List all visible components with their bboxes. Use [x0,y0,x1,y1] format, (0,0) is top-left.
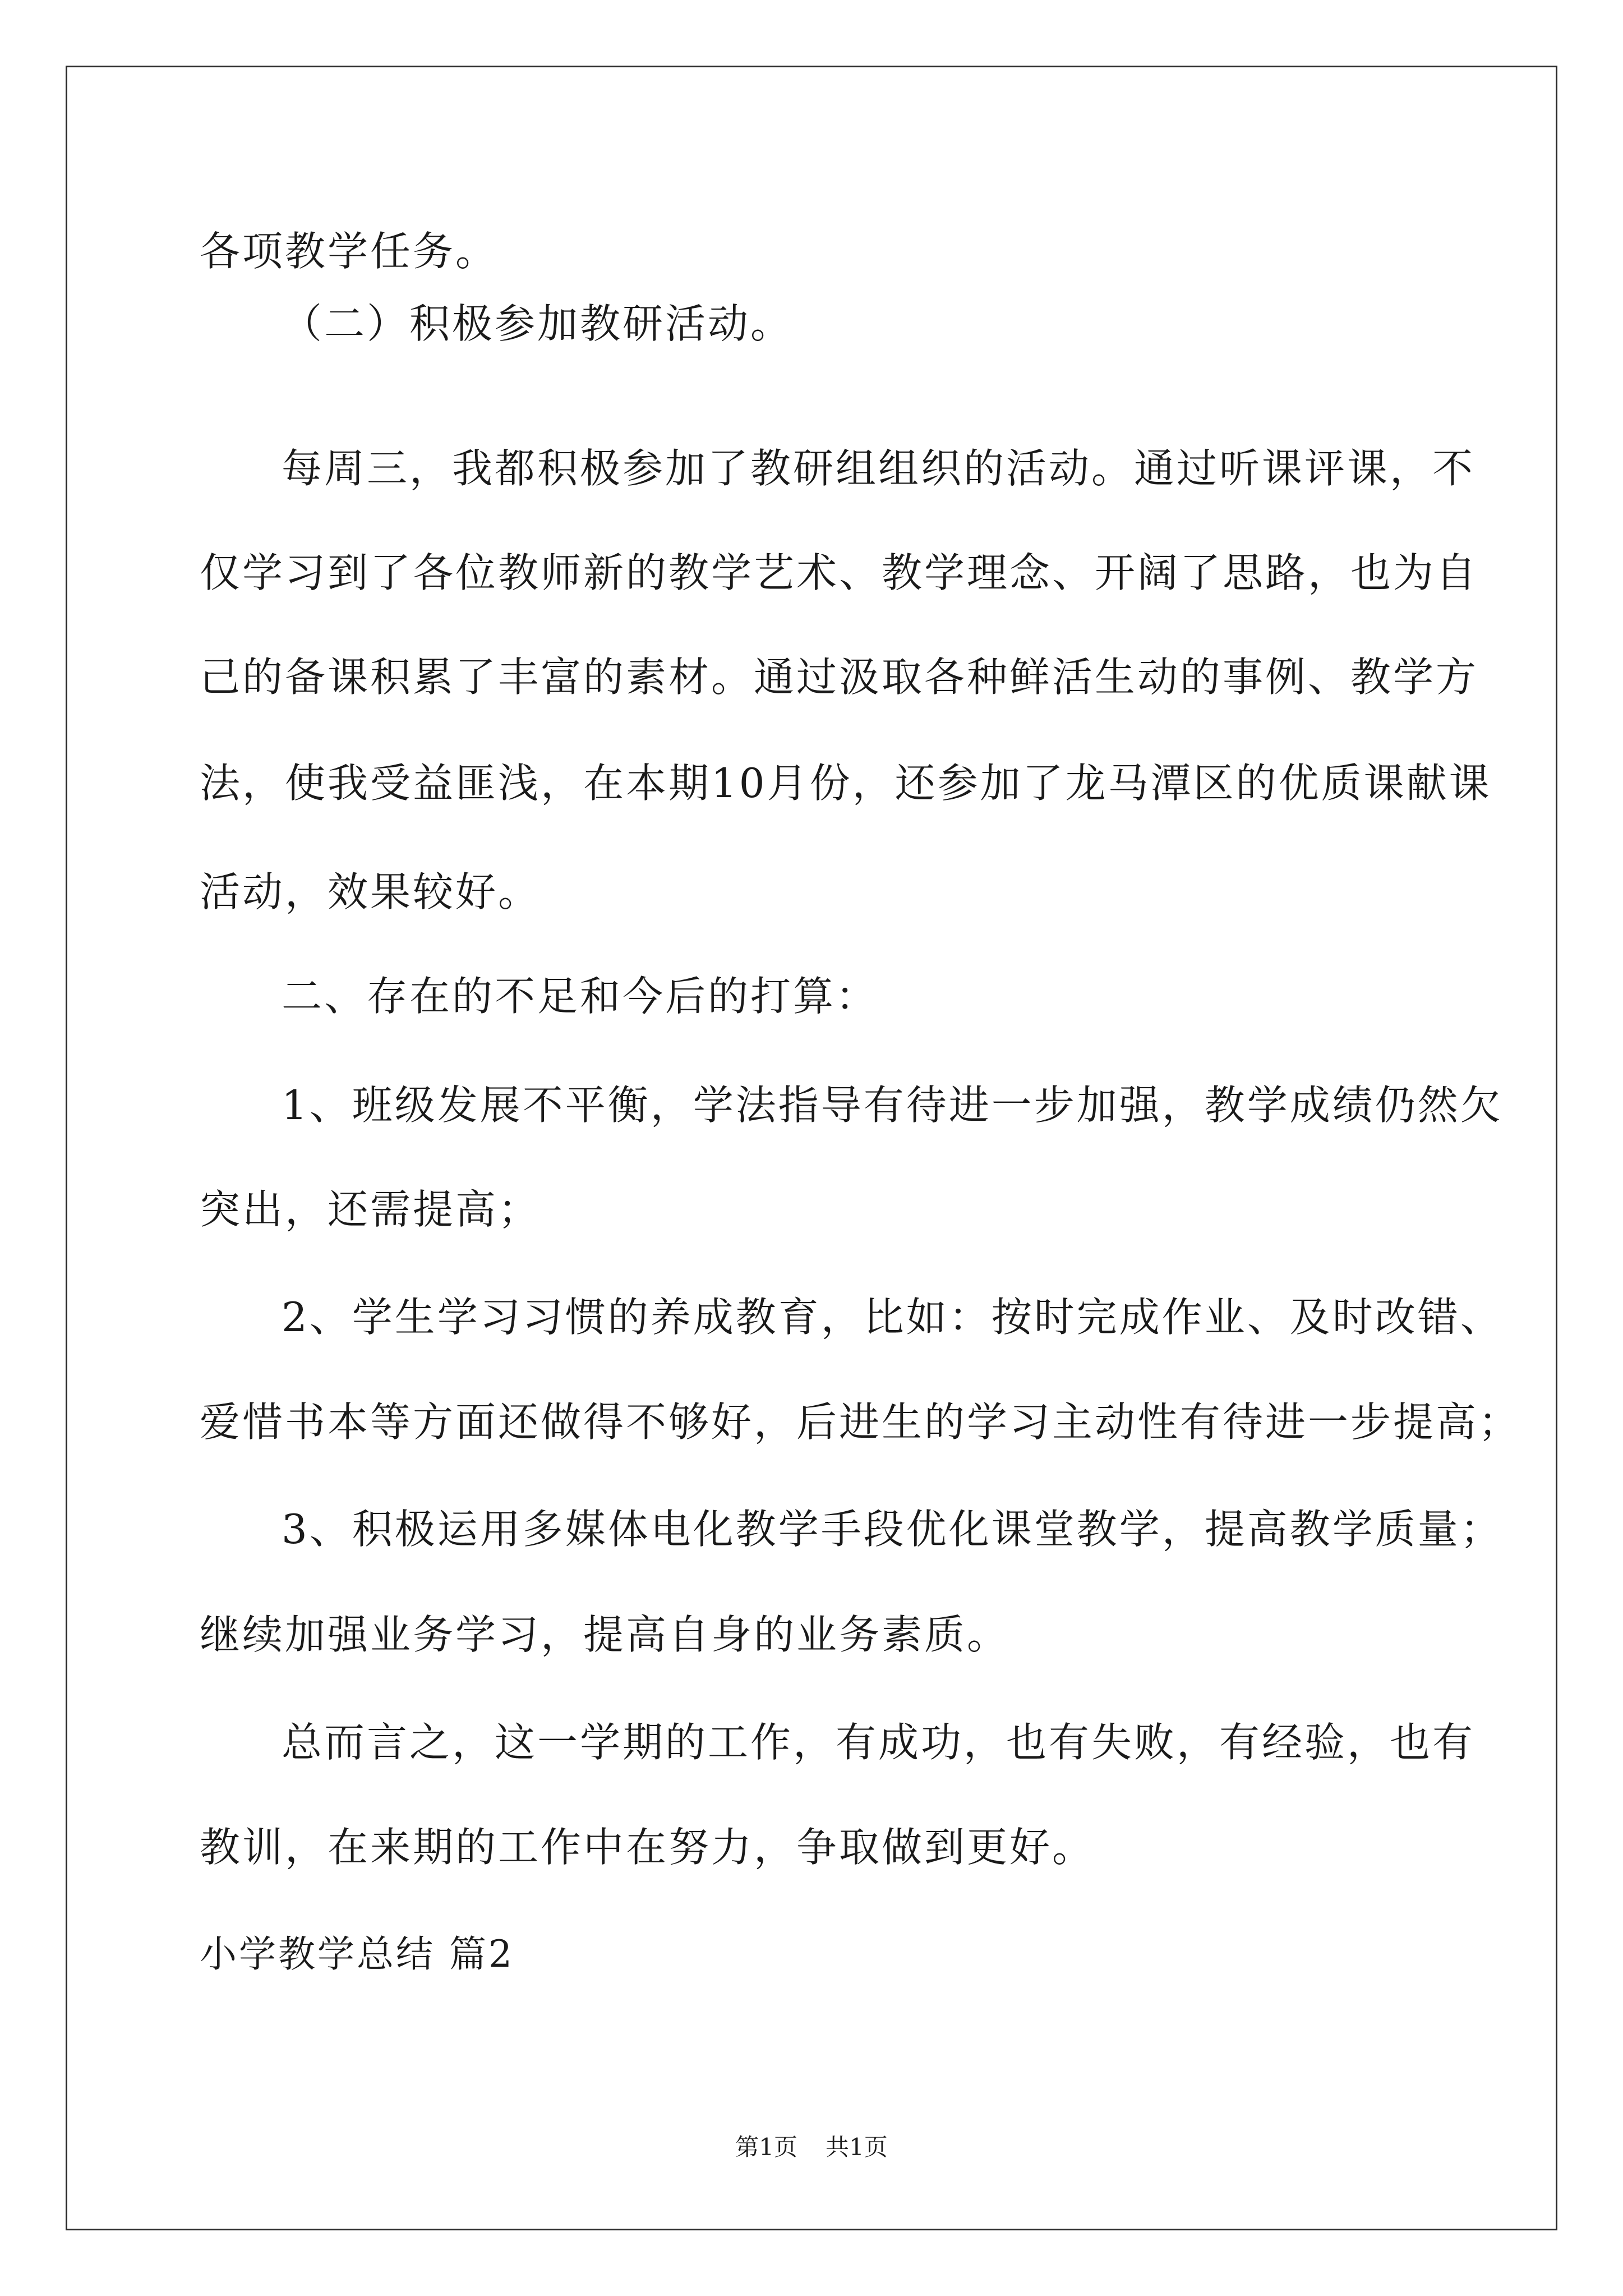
page-border [66,66,1557,2230]
paragraph-line-14: 继续加强业务学习，提高自身的业务素质。 [200,1611,1010,1658]
paragraph-line-7: 活动，效果较好。 [200,868,541,915]
paragraph-line-2: （二）积极参加教研活动。 [282,300,794,347]
paragraph-line-9: 1、班级发展不平衡，学法指导有待进一步加强，教学成绩仍然欠 [282,1082,1503,1129]
paragraph-line-1: 各项教学任务。 [200,228,499,275]
paragraph-line-12: 爱惜书本等方面还做得不够好，后进生的学习主动性有待进一步提高； [200,1398,1521,1446]
paragraph-line-6: 法，使我受益匪浅，在本期10月份，还参加了龙马潭区的优质课献课 [200,760,1492,807]
paragraph-line-16: 教训，在来期的工作中在努力，争取做到更好。 [200,1824,1095,1871]
paragraph-line-4: 仅学习到了各位教师新的教学艺术、教学理念、开阔了思路，也为自 [200,549,1479,596]
section-heading: 小学教学总结 篇2 [200,1932,514,1976]
footer-page-number: 第1页 [735,2133,797,2161]
paragraph-line-15: 总而言之，这一学期的工作，有成功，也有失败，有经验，也有 [282,1719,1476,1766]
paragraph-line-11: 2、学生学习习惯的养成教育，比如：按时完成作业、及时改错、 [282,1294,1503,1341]
paragraph-line-3: 每周三，我都积极参加了教研组组织的活动。通过听课评课，不 [282,445,1476,492]
paragraph-line-8: 二、存在的不足和今后的打算： [282,973,879,1020]
paragraph-line-5: 己的备课积累了丰富的素材。通过汲取各种鲜活生动的事例、教学方 [200,654,1479,701]
footer-total-pages: 共1页 [826,2133,888,2161]
page-footer [0,2132,1623,2163]
paragraph-line-13: 3、积极运用多媒体电化教学手段优化课堂教学，提高教学质量； [282,1506,1503,1553]
paragraph-line-10: 突出，还需提高； [200,1186,541,1233]
